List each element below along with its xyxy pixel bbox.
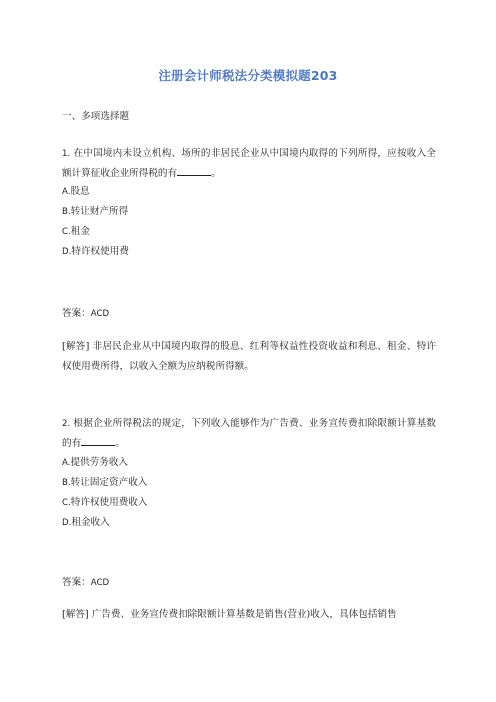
question-1-text: 在中国境内未设立机构、场所的非居民企业从中国境内取得的下列所得，应按收入全额计算征收企业所得税的有: [62, 148, 436, 179]
question-2-number: 2.: [62, 419, 71, 429]
question-1-answer: [62, 307, 436, 321]
explanation-label: [解答]: [62, 609, 89, 620]
answer-label: 答案：: [62, 308, 91, 319]
question-2-text-end: 。: [115, 438, 125, 449]
question-1-number: 1.: [62, 149, 71, 159]
question-2-stem: [62, 414, 436, 454]
question-1-option-c: C.租金: [62, 226, 90, 237]
section-heading: 一、多项选择题: [62, 111, 130, 122]
question-1-option-b: B.转让财产所得: [62, 206, 129, 217]
question-2-explanation: [62, 605, 436, 625]
answer-label: 答案：: [62, 577, 91, 588]
explanation-label: [解答]: [62, 341, 90, 352]
question-2-option-b: B.转让固定资产收入: [62, 477, 148, 488]
question-2-option-a: A.提供劳务收入: [62, 457, 129, 468]
document-title: 注册会计师税法分类模拟题203: [158, 68, 338, 83]
answer-value: ACD: [90, 309, 110, 319]
answer-blank: [81, 435, 115, 446]
explanation-text: 广告费、业务宣传费扣除限额计算基数是销售(营业)收入，具体包括销售: [91, 609, 397, 620]
question-1-option-a: A.股息: [62, 186, 90, 197]
question-2-option-c: C.特许权使用费收入: [62, 497, 148, 508]
question-1-stem: [62, 144, 436, 184]
question-1-option-d: D.特许权使用费: [62, 246, 129, 257]
answer-value: ACD: [90, 578, 110, 588]
question-2-text: 根据企业所得税法的规定，下列收入能够作为广告费、业务宣传费扣除限额计算基数的有: [62, 418, 436, 449]
question-2-answer: [62, 576, 436, 590]
question-2-option-d: D.租金收入: [62, 517, 110, 528]
question-1-text-end: 。: [211, 168, 221, 179]
question-1-explanation: [62, 337, 436, 377]
answer-blank: [177, 165, 211, 176]
explanation-text: 非居民企业从中国境内取得的股息、红利等权益性投资收益和利息、租金、特许权使用费所得，以收入全额为应纳税所得额。: [62, 341, 436, 372]
